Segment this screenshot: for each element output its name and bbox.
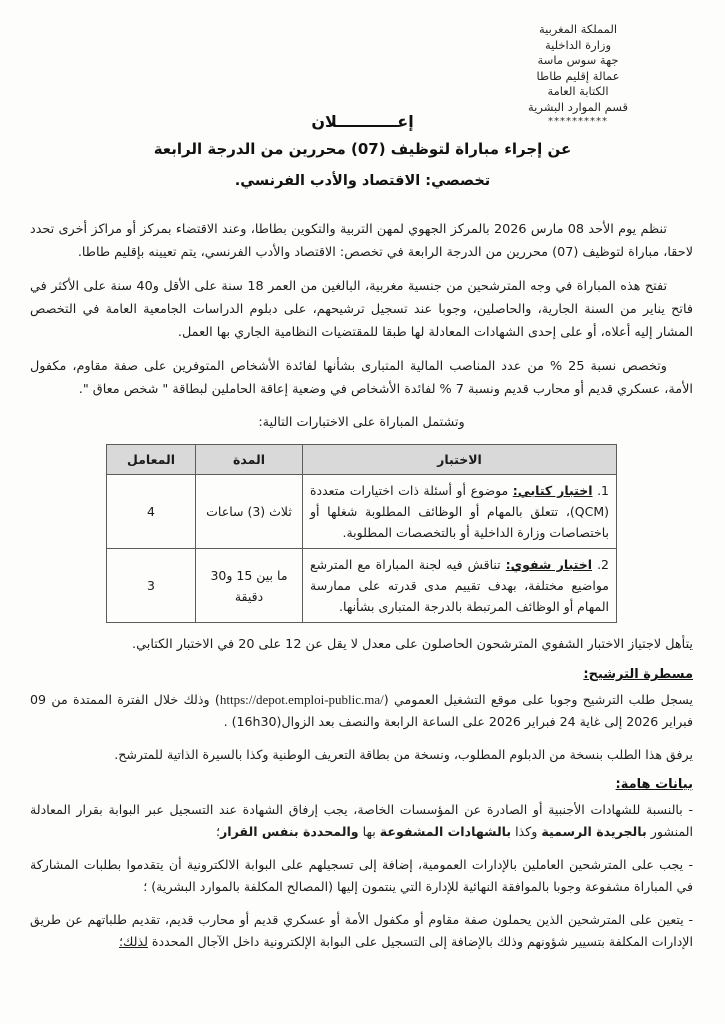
exams-table-wrapper (30, 444, 693, 623)
column-header-duration: المدة (196, 445, 303, 475)
title-block (0, 112, 725, 192)
exam-description: تناقش فيه لجنة المباراة مع المترشع مواضيع مختلفة، بهدف تقييم مدى قدرته على ممارسة المهام أو الوظائف المرتبطة بالدرجة المتبارى بشأنها. (310, 557, 609, 614)
item-text-suffix: ؛ (216, 824, 221, 839)
item-bold-accompanied-certs: بالشهادات المشفوعة (379, 824, 512, 839)
table-row (107, 475, 617, 549)
section-heading-important: بيانات هامة: (615, 777, 693, 792)
registration-text-before-url: يسجل طلب الترشيح وجوبا على موقع التشغيل العمومي ( (383, 692, 693, 707)
item-underlined-tail: لذلك؛ (119, 934, 148, 949)
letterhead-line-ministry: وزارة الداخلية (544, 37, 612, 52)
item-text-mid: وكذا (511, 824, 542, 839)
paragraph-registration (30, 689, 693, 733)
table-header-row (107, 445, 617, 475)
item-text-prefix: - يتعين على المترشحين الذين يحملون صفة مقاوم أو مكفول الأمة أو عسكري قديم أو محارب قديم، تقديم طلباتهم عن طريق الإدارات المكلفة بتسيير شؤونهم وذلك بالإضافة إلى التسجيل على البوابة الإلكترونية داخل الآجال المحددة (30, 912, 693, 949)
row-number: 2. (597, 557, 609, 572)
exams-table-head (107, 445, 617, 475)
column-header-exam: الاختبار (303, 445, 617, 475)
exams-table (106, 444, 617, 623)
cell-coefficient-oral: 3 (107, 549, 196, 623)
exam-type-label: اختبار شفوي: (505, 557, 593, 572)
letterhead-line-secretariat: الكتابة العامة (547, 84, 609, 98)
cell-coefficient-written: 4 (107, 475, 196, 549)
important-item-public-employees: - يجب على المترشحين العاملين بالإدارات العمومية، إضافة إلى تسجيلهم على البوابة الالكترونية أن يتقدموا بطلبات المشاركة في المباراة مشفوعة وجوبا بالموافقة النهائية للإدارة التي ينتمون إليها (المصالح المكلفة بالموارد البشرية) ؛ (30, 857, 693, 894)
item-text-prefix: - بالنسبة للشهادات الأجنبية أو الصادرة عن المؤسسات الخاصة، يجب إرفاق الشهادة عند التسجيل عبر البوابة بقرار المعادلة المنشور (30, 802, 693, 839)
table-row (107, 549, 617, 623)
letterhead-line-hr-division: قسم الموارد البشرية (527, 99, 629, 114)
document-body (30, 218, 693, 964)
item-bold-official-gazette: بالجريدة الرسمية (541, 824, 647, 839)
letterhead-separator: ********** (548, 116, 608, 127)
letterhead-line-region: جهة سوس ماسة (537, 53, 619, 67)
important-item-special-status (30, 909, 693, 953)
paragraph-attachments: يرفق هذا الطلب بنسخة من الدبلوم المطلوب، ونسخة من بطاقة التعريف الوطنية وكذا بالسيرة الذاتية للمترشح. (114, 747, 693, 762)
exams-table-body (107, 475, 617, 623)
registration-portal-url: https://depot.emploi-public.ma/ (219, 692, 384, 707)
exam-type-label: اختبار كتابي: (512, 483, 593, 498)
section-heading-procedure: مسطرة الترشيح: (583, 667, 693, 682)
row-number: 1. (597, 483, 609, 498)
important-item-foreign-diplomas (30, 799, 693, 843)
letterhead-line-kingdom: المملكة المغربية (538, 22, 618, 36)
announcement-heading: إعـــــــــــلان (311, 112, 414, 131)
cell-duration-oral: ما بين 15 و30 دقيقة (196, 549, 303, 623)
item-text-mid2: بها (358, 824, 380, 839)
cell-exam-written (303, 475, 617, 549)
table-intro: وتشتمل المباراة على الاختبارات التالية: (258, 415, 465, 430)
letterhead-line-province: عمالة إقليم طاطا (536, 68, 620, 83)
paragraph-organization: تنظم يوم الأحد 08 مارس 2026 بالمركز الجهوي لمهن التربية والتكوين بطاطا، وعند الاقتضاء بمركز أو مراكز أخرى تحدد لاحقا، مباراة لتوظيف (07) محررين من الدرجة الرابعة في تخصص: الاقتصاد والأدب الفرنسي، يتم تعيينه بإقليم طاطا. (30, 222, 693, 260)
registration-text-after-url: ) وذلك خلال الفترة الممتدة من 09 فبراير 2026 إلى غاية 24 فبراير 2026 على الساعة الرابعة والنصف بعد الزوال(16h30) . (30, 692, 693, 729)
item-bold-same-decision: والمحددة بنفس القرار (220, 824, 359, 839)
announcement-subject: عن إجراء مباراة لتوظيف (07) محررين من الدرجة الرابعة (153, 140, 572, 158)
cell-exam-oral (303, 549, 617, 623)
cell-duration-written: ثلاث (3) ساعات (196, 475, 303, 549)
exam-description: موضوع أو أسئلة ذات اختيارات متعددة (QCM)، تتعلق بالمهام أو الوظائف المطلوبة شغلها أو باختصاصات وزارة الداخلية أو بالتخصصات المطلوبة. (310, 483, 609, 540)
paragraph-quotas: وتخصص نسبة 25 % من عدد المناصب المالية المتبارى بشأنها لفائدة الأشخاص المتوفرين على صفة مقاوم، مكفول الأمة، عسكري قديم أو محارب قديم ونسبة 7 % لفائدة الأشخاص في وضعية إعاقة الحاملين لبطاقة " شخص معاق ". (30, 359, 693, 397)
paragraph-eligibility: تفتح هذه المباراة في وجه المترشحين من جنسية مغربية، البالغين من العمر 18 سنة على الأقل و40 سنة على الأكثر في فاتح يناير من السنة الجارية، والحاصلين، وجوبا عند تسجيل ترشيحهم، على دبلوم الدراسات الجامعية العامة في التخصص المشار إليه أعلاه، أو على إحدى الشهادات المعادلة لها طبقا للمقتضيات النظامية الجاري بها العمل. (30, 279, 693, 340)
announcement-specialty: تخصصي: الاقتصاد والأدب الفرنسي. (234, 173, 491, 189)
column-header-coefficient: المعامل (107, 445, 196, 475)
paragraph-oral-qualification: يتأهل لاجتياز الاختبار الشفوي المترشحون الحاصلون على معدل لا يقل عن 12 على 20 في الاختبار الكتابي. (132, 637, 693, 652)
